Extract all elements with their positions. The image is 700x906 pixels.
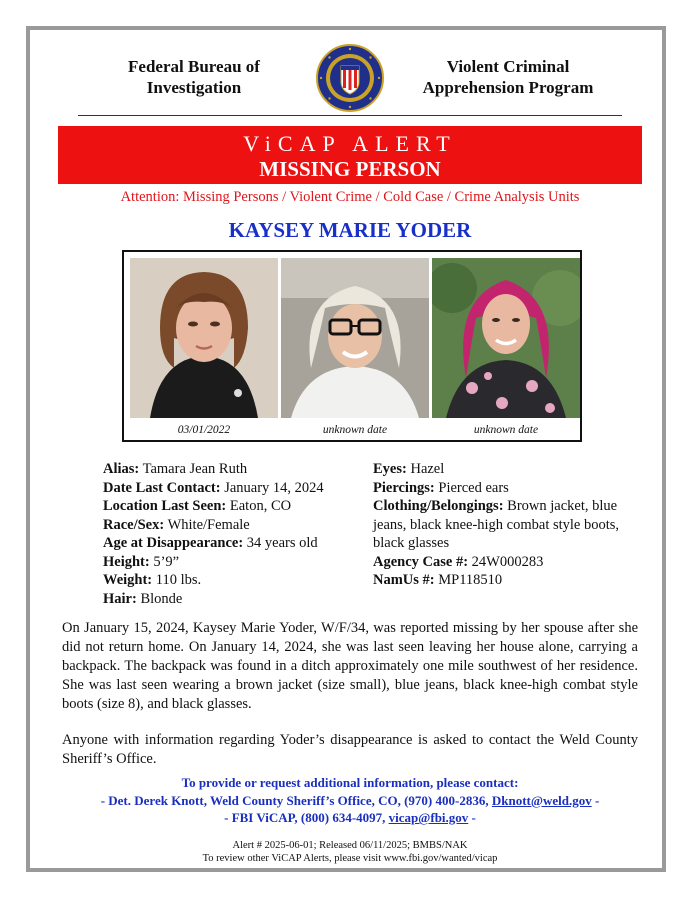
details-left [103, 460, 368, 608]
header-left-line1: Federal Bureau of [128, 57, 260, 76]
detail-alias: Alias: Tamara Jean Ruth [103, 461, 248, 477]
detail-namus: NamUs #: MP118510 [373, 572, 503, 588]
contact-block [0, 774, 700, 827]
detail-height: Height: 5’9” [103, 553, 180, 570]
photo-panel [122, 250, 582, 442]
detail-age: Age at Disappearance: 34 years old [103, 535, 318, 551]
photo-1-caption: 03/01/2022 [177, 424, 231, 436]
header-left [104, 56, 284, 98]
alert-banner [58, 126, 642, 184]
detail-eyes: Eyes: Hazel [373, 461, 445, 477]
header-divider [78, 115, 622, 116]
photo-3 [432, 258, 580, 418]
detail-weight: Weight: 110 lbs. [103, 572, 202, 588]
footer-alert-info: Alert # 2025-06-01; Released 06/11/2025; BMBS/NAK [232, 840, 468, 851]
fbi-email-link[interactable]: vicap@fbi.gov [388, 810, 469, 825]
banner-title: ViCAP ALERT [243, 131, 457, 156]
footer [0, 839, 700, 865]
photo-1 [130, 258, 278, 418]
detail-piercings: Piercings: Pierced ears [373, 479, 509, 496]
photo-2-caption: unknown date [322, 424, 388, 436]
contact-heading: To provide or request additional information, please contact: [181, 775, 519, 790]
details-right [373, 460, 623, 590]
detail-clothing: Clothing/Belongings: Brown jacket, blue jeans, black knee-high combat style boots, black glasses [373, 498, 620, 551]
fbi-seal-icon [316, 44, 384, 112]
header-left-line2: Investigation [146, 78, 242, 97]
person-name: KAYSEY MARIE YODER [228, 218, 472, 242]
attention-line: Attention: Missing Persons / Violent Crime / Cold Case / Crime Analysis Units [120, 189, 580, 205]
detail-hair: Hair: Blonde [103, 590, 183, 607]
banner-subtitle: MISSING PERSON [259, 157, 441, 181]
contact-line-sheriff: - Det. Derek Knott, Weld County Sheriff’s Office, CO, (970) 400-2836, Dknott@weld.gov - [100, 792, 600, 808]
photo-3-caption: unknown date [473, 424, 539, 436]
contact-line-fbi: - FBI ViCAP, (800) 634-4097, vicap@fbi.gov - [224, 810, 476, 825]
header-right-line2: Apprehension Program [422, 78, 594, 97]
detail-agency-case: Agency Case #: 24W000283 [373, 553, 544, 570]
detail-location-last-seen: Location Last Seen: Eaton, CO [103, 498, 292, 514]
header-right [408, 56, 608, 98]
footer-website: To review other ViCAP Alerts, please visit www.fbi.gov/wanted/vicap [202, 853, 498, 864]
contact-request-paragraph: Anyone with information regarding Yoder’s disappearance is asked to contact the Weld County Sheriff’s Office. [62, 732, 638, 767]
detail-date-last-contact: Date Last Contact: January 14, 2024 [103, 479, 324, 496]
detail-race-sex: Race/Sex: White/Female [103, 516, 250, 533]
photo-2 [281, 258, 429, 418]
header-right-line1: Violent Criminal [446, 57, 570, 76]
sheriff-email-link[interactable]: Dknott@weld.gov [491, 792, 592, 808]
narrative-paragraph: On January 15, 2024, Kaysey Marie Yoder, W/F/34, was reported missing by her spouse after she did not return home. On January 14, 2024, she was last seen leaving her house alone, carrying a backpack. The backpack was found in a ditch approximately one mile southwest of her residence. She was last seen wearing a brown jacket (size small), blue jeans, black knee-high combat style boots (size 8), and black glasses. [62, 620, 638, 712]
